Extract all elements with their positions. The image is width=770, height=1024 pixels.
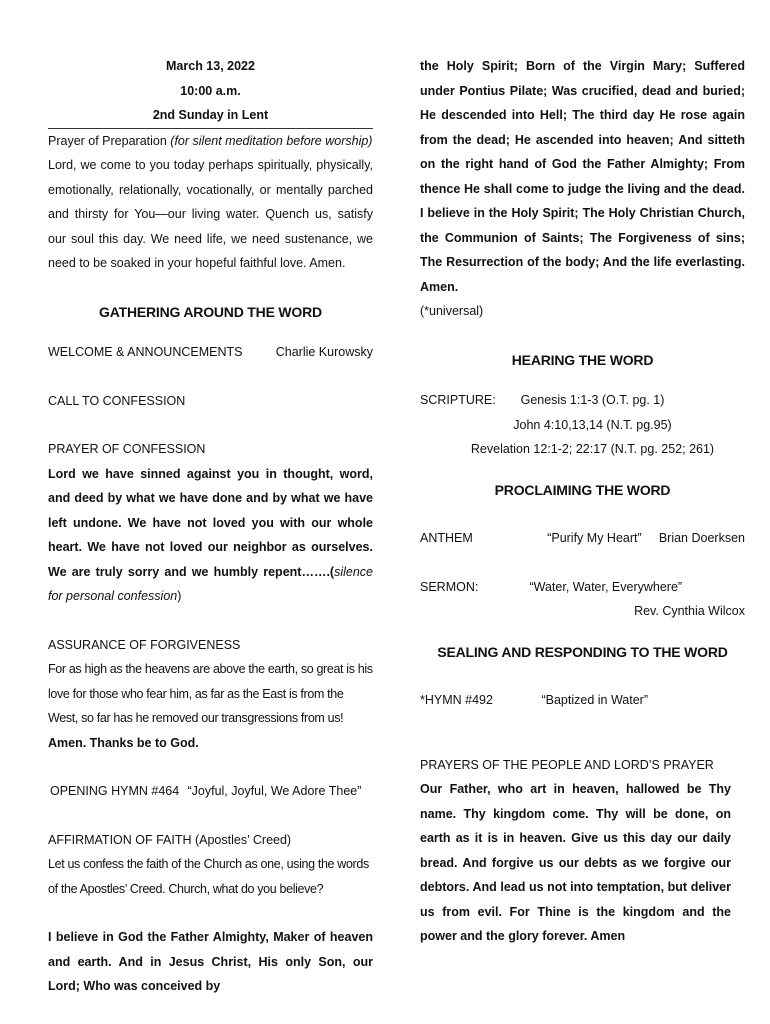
creed-footnote: (*universal) xyxy=(420,304,484,318)
lords-prayer: Our Father, who art in heaven, hallowed be Thy name. Thy kingdom come. Thy will be done, on earth as it is in heaven. Give us this day our daily bread. And forgive us our debts as we forgive our debtors. And lead us not into temptation, but deliver us from evil. For Thine is the kingdom and the power and the glory forever. Amen xyxy=(420,782,731,943)
confession-text xyxy=(48,462,373,609)
confession-note: silence for personal confession xyxy=(48,564,373,603)
service-occasion: 2nd Sunday in Lent xyxy=(152,108,269,122)
hearing-title: HEARING THE WORD xyxy=(511,351,654,368)
anthem-label: ANTHEM xyxy=(420,531,473,545)
assurance-response: Amen. Thanks be to God. xyxy=(48,735,199,750)
scripture-label: SCRIPTURE: xyxy=(420,393,496,407)
scripture-reading: Revelation 12:1-2; 22:17 (N.T. pg. 252; 261) xyxy=(470,442,715,456)
assurance-text: For as high as the heavens are above the earth, so great is his love for those who fear him, as far as the East is from the West, so far has he removed our transgressions from us! xyxy=(48,662,373,725)
welcome-row xyxy=(48,340,373,365)
opening-hymn-title: “Joyful, Joyful, We Adore Thee” xyxy=(187,784,362,798)
affirmation-intro: Let us confess the faith of the Church as one, using the words of the Apostles’ Creed. Church, what do you believe? xyxy=(48,857,369,896)
scripture-reading: John 4:10,13,14 (N.T. pg.95) xyxy=(513,417,672,432)
affirmation-label: AFFIRMATION OF FAITH (Apostles’ Creed) xyxy=(48,832,292,847)
closing-hymn-title: “Baptized in Water” xyxy=(541,693,649,707)
anthem-title: “Purify My Heart” xyxy=(547,531,642,545)
creed-continued: the Holy Spirit; Born of the Virgin Mary; Suffered under Pontius Pilate; Was crucified, dead and buried; He descended into Hell; The third day He rose again from the dead; He ascended into heaven; And sitteth on the right hand of God the Father Almighty; From thence He shall come to judge the living and the dead. I believe in the Holy Spirit; The Holy Christian Church, the Communion of Saints; The Forgiveness of sins; The Resurrection of the body; And the life everlasting. Amen. xyxy=(420,59,745,294)
call-to-confession-label: CALL TO CONFESSION xyxy=(48,393,186,408)
left-column xyxy=(48,54,373,999)
opening-hymn-row xyxy=(48,779,373,804)
sermon-title: “Water, Water, Everywhere” xyxy=(529,579,683,594)
sermon-label: SERMON: xyxy=(420,579,479,594)
preparation-note: (for silent meditation before worship) xyxy=(170,133,373,148)
opening-hymn-label: OPENING HYMN #464 xyxy=(50,784,180,798)
preparation-heading xyxy=(48,129,373,154)
right-column xyxy=(420,54,745,949)
preacher: Rev. Cynthia Wilcox xyxy=(634,604,745,618)
anthem-row xyxy=(420,526,745,551)
closing-hymn-row xyxy=(420,688,745,713)
prayers-label: PRAYERS OF THE PEOPLE AND LORD’S PRAYER xyxy=(420,757,714,772)
welcome-label: WELCOME & ANNOUNCEMENTS xyxy=(48,345,243,359)
sealing-title: SEALING AND RESPONDING TO THE WORD xyxy=(437,643,728,660)
welcome-person: Charlie Kurowsky xyxy=(275,345,373,359)
closing-hymn-label: *HYMN #492 xyxy=(420,693,493,707)
proclaiming-title: PROCLAIMING THE WORD xyxy=(494,481,671,498)
anthem-composer: Brian Doerksen xyxy=(658,531,745,545)
service-time: 10:00 a.m. xyxy=(180,83,241,98)
preparation-text: Lord, we come to you today perhaps spiritually, physically, emotionally, relationally, vocationally, or mentally parched and thirsty for You—our living water. Quench us, satisfy our soul this day. We need life, we need sustenance, we need to be soaked in your hopeful faithful love. Amen. xyxy=(48,158,373,270)
confession-label: PRAYER OF CONFESSION xyxy=(48,442,206,456)
preparation-label: Prayer of Preparation xyxy=(48,133,167,148)
confession-close: ) xyxy=(177,589,182,603)
gathering-title: GATHERING AROUND THE WORD xyxy=(99,303,322,320)
creed-start: I believe in God the Father Almighty, Maker of heaven and earth. And in Jesus Christ, His only Son, our Lord; Who was conceived by xyxy=(48,930,373,993)
service-date: March 13, 2022 xyxy=(166,59,255,73)
scripture-block xyxy=(420,388,745,462)
assurance-label: ASSURANCE OF FORGIVENESS xyxy=(48,637,241,652)
scripture-reading: Genesis 1:1-3 (O.T. pg. 1) xyxy=(520,393,665,407)
sermon-row xyxy=(420,575,745,600)
confession-body: Lord we have sinned against you in thought, word, and deed by what we have done and by what we have left undone. We have not loved you with our whole heart. We have not loved our neighbor as ourselves. We are truly sorry and we humbly repent…….( xyxy=(48,466,373,579)
